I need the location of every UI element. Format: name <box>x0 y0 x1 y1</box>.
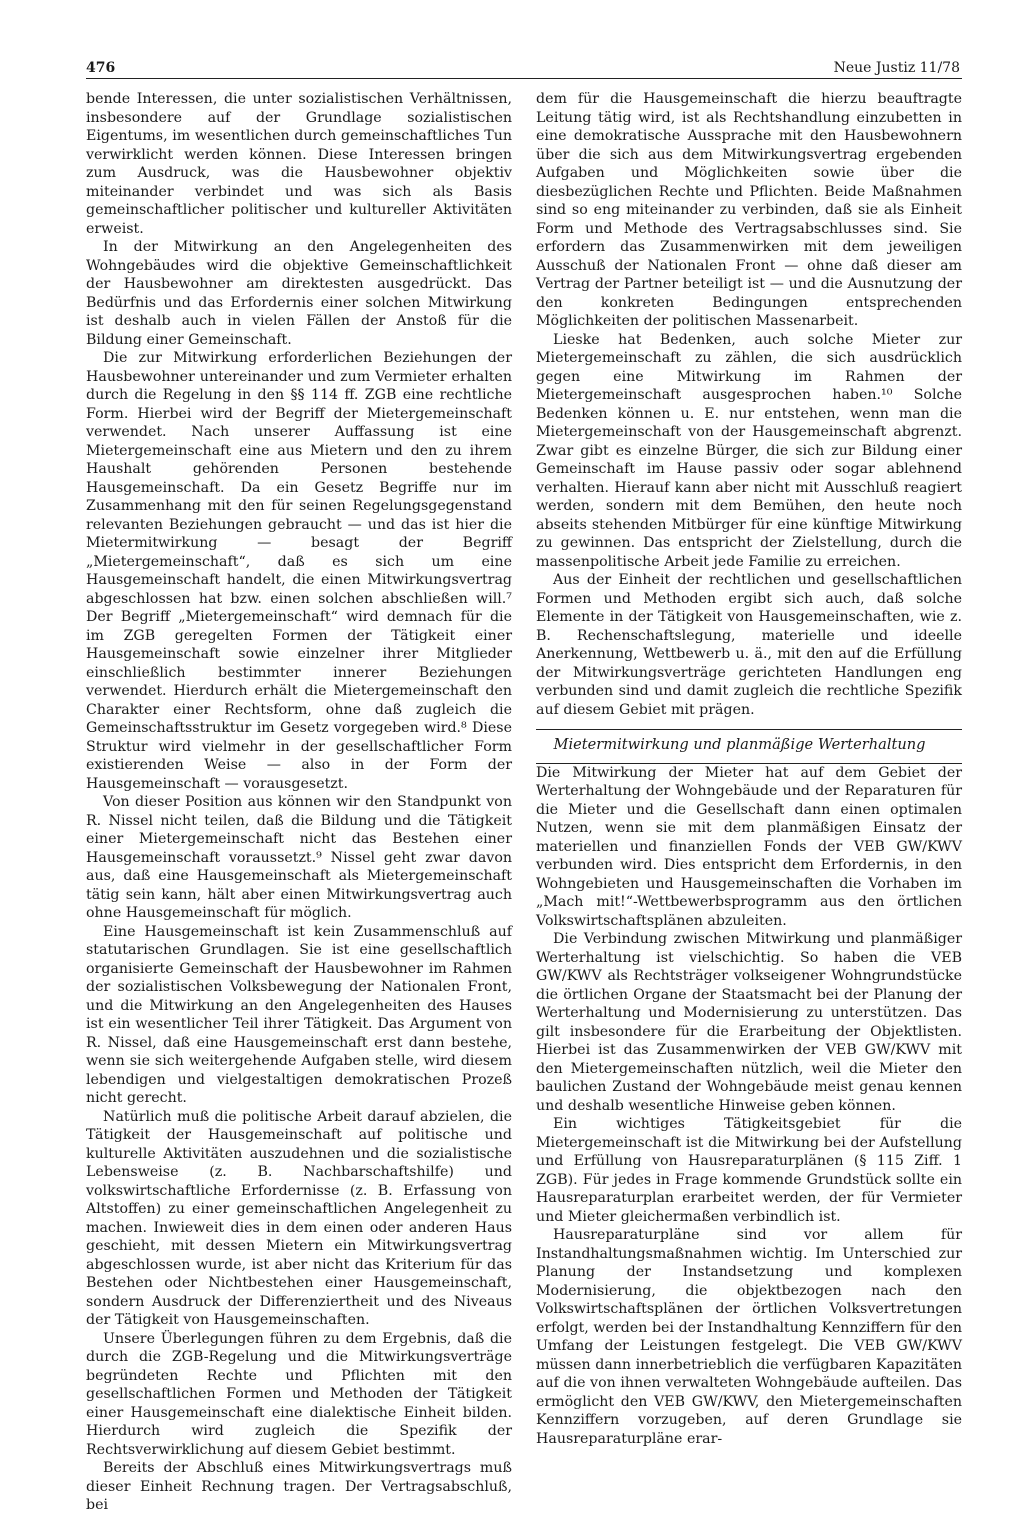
paragraph: Die Mitwirkung der Mieter hat auf dem Gebiet der Werterhaltung der Wohngebäude und der Reparaturen für die Mieter und die Gesellschaft dann einen optimalen Nutzen, wenn sie mit dem planmäßigen Einsatz der materiellen und finanziellen Fonds der VEB GW/KWV verbunden wird. Dies entspricht dem Erfordernis, in den Wohngebieten und Hausgemeinschaften die Vorhaben im „Mach mit!“-Wettbewerbsprogramm aus den örtlichen Volkswirtschaftsplänen abzuleiten. <box>536 764 962 929</box>
paragraph: Lieske hat Bedenken, auch solche Mieter zur Mietergemeinschaft zu zählen, die sich ausdrücklich gegen eine Mitwirkung im Rahmen der Mietergemeinschaft ausgesprochen haben.¹⁰ Solche Bedenken können u. E. nur entstehen, wenn man die Mietergemeinschaft von der Hausgemeinschaft abgrenzt. Zwar gibt es einzelne Bürger, die sich zur Bildung einer Gemeinschaft im Hause passiv oder sogar ablehnend verhalten. Hierauf kann aber nicht mit Ausschluß reagiert werden, sondern mit dem Bemühen, den heute noch abseits stehenden Mitbürger für eine künftige Mitwirkung zu gewinnen. Das entspricht der Zielstellung, durch die massenpolitische Arbeit jede Familie zu erreichen. <box>536 331 962 570</box>
right-column <box>536 90 962 1448</box>
page-number: 476 <box>86 60 116 76</box>
paragraph: Von dieser Position aus können wir den Standpunkt von R. Nissel nicht teilen, daß die Bildung und die Tätigkeit einer Mietergemeinschaft nicht das Bestehen einer Hausgemeinschaft voraussetzt.⁹ Nissel geht zwar davon aus, daß eine Hausgemeinschaft als Mietergemeinschaft tätig sein kann, hält aber einen Mitwirkungsvertrag auch ohne Hausgemeinschaft für möglich. <box>86 794 512 921</box>
header-rule <box>86 78 962 79</box>
paragraph: Die zur Mitwirkung erforderlichen Beziehungen der Hausbewohner untereinander und zum Vermieter erhalten durch die Regelung in den §§ 114 ff. ZGB eine rechtliche Form. Hierbei wird der Begriff der Mietergemeinschaft verwendet. Nach unserer Auffassung ist eine Mietergemeinschaft eine aus Mietern und den zu ihrem Haushalt gehörenden Personen bestehende Hausgemeinschaft. Da ein Gesetz Begriffe nur im Zusammenhang mit den für seinen Regelungsgegenstand relevanten Beziehungen gebraucht — und das ist hier die Mietermitwirkung — besagt der Begriff „Mietergemeinschaft“, daß es sich um eine Hausgemeinschaft handelt, die einen Mitwirkungsvertrag abgeschlossen hat bzw. einen solchen abschließen will.⁷ Der Begriff „Mietergemeinschaft“ wird demnach für die im ZGB geregelten Formen der Tätigkeit einer Hausgemeinschaft sowie einzelner ihrer Mitglieder einschließlich bestimmter innerer Beziehungen verwendet. Hierdurch erhält die Mietergemeinschaft den Charakter einer Rechtsform, ohne daß zugleich die Gemeinschaftsstruktur im Gesetz vorgegeben wird.⁸ Diese Struktur wird vielmehr in der gesellschaftlicher Form existierenden Weise — also in der Form der Hausgemeinschaft — vorausgesetzt. <box>86 350 512 792</box>
paragraph: Hausreparaturpläne sind vor allem für Instandhaltungsmaßnahmen wichtig. Im Unterschied zur Planung der Instandsetzung und komplexen Modernisierung, die objektbezogen nach den Volkswirtschaftsplänen der örtlichen Volksvertretungen erfolgt, werden bei der Instandhaltung Kennziffern für den Umfang der Leistungen festgelegt. Die VEB GW/KWV müssen dann innerbetrieblich die verfügbaren Kapazitäten auf die von ihnen verwalteten Wohngebäude aufteilen. Das ermöglicht den VEB GW/KWV, den Mietergemeinschaften Kennziffern vorzugeben, auf deren Grundlage sie Hausreparaturpläne erar- <box>536 1227 962 1447</box>
section-divider <box>536 729 962 730</box>
left-column <box>86 90 512 1515</box>
paragraph: Bereits der Abschluß eines Mitwirkungsvertrags muß dieser Einheit Rechnung tragen. Der Vertragsabschluß, bei <box>86 1460 512 1513</box>
paragraph: Unsere Überlegungen führen zu dem Ergebnis, daß die durch die ZGB-Regelung und die Mitwirkungsverträge begründeten Rechte und Pflichten mit den gesellschaftlichen Formen und Methoden der Tätigkeit einer Hausgemeinschaft eine dialektische Einheit bilden. Hierdurch wird zugleich die Spezifik der Rechtsverwirklichung auf diesem Gebiet bestimmt. <box>86 1330 512 1458</box>
paragraph: Natürlich muß die politische Arbeit darauf abzielen, die Tätigkeit der Hausgemeinschaft auf politische und kulturelle Aktivitäten auszudehnen und die sozialistische Lebensweise (z. B. Nachbarschaftshilfe) und volkswirtschaftliche Erfordernisse (z. B. Erfassung von Altstoffen) zu einer gemeinschaftlichen Angelegenheit zu machen. Inwieweit dies in dem einen oder anderen Haus geschieht, mit dessen Mietern ein Mitwirkungsvertrag abgeschlossen wurde, ist aber nicht das Kriterium für das Bestehen oder Nichtbestehen einer Hausgemeinschaft, sondern Ausdruck der Differenziertheit und des Niveaus der Tätigkeit von Hausgemeinschaften. <box>86 1108 512 1328</box>
paragraph: Aus der Einheit der rechtlichen und gesellschaftlichen Formen und Methoden ergibt sich auch, daß solche Elemente in der Tätigkeit von Hausgemeinschaften, wie z. B. Rechenschaftslegung, materielle und ideelle Anerkennung, Wettbewerb u. ä., mit den auf die Erfüllung der Mitwirkungsverträge gerichteten Handlungen eng verbunden sind und damit zugleich die rechtliche Spezifik auf diesem Gebiet mit prägen. <box>536 572 962 718</box>
paragraph: In der Mitwirkung an den Angelegenheiten des Wohngebäudes wird die objektive Gemeinschaftlichkeit der Hausbewohner am direktesten ausgedrückt. Das Bedürfnis und das Erfordernis einer solchen Mitwirkung ist deshalb auch in vielen Fällen der Anstoß für die Bildung einer Gemeinschaft. <box>86 239 512 348</box>
journal-issue: Neue Justiz 11/78 <box>833 60 960 76</box>
paragraph: Ein wichtiges Tätigkeitsgebiet für die Mietergemeinschaft ist die Mitwirkung bei der Aufstellung und Erfüllung von Hausreparaturplänen (§ 115 Ziff. 1 ZGB). Für jedes in Frage kommende Grundstück sollte ein Hausreparaturplan erarbeitet werden, der für Vermieter und Mieter gleichermaßen verbindlich ist. <box>536 1116 962 1225</box>
paragraph: Die Verbindung zwischen Mitwirkung und planmäßiger Werterhaltung ist vielschichtig. So haben die VEB GW/KWV als Rechtsträger volkseigener Wohngrundstücke die örtlichen Organe der Staatsmacht bei der Planung der Werterhaltung und Modernisierung zu unterstützen. Das gilt insbesondere für die Erarbeitung der Objektlisten. Hierbei ist das Zusammenwirken der VEB GW/KWV mit den Mietergemeinschaften nützlich, weil die Mieter den baulichen Zustand der Wohngebäude meist genau kennen und deshalb wesentliche Hinweise geben können. <box>536 931 962 1114</box>
paragraph: dem für die Hausgemeinschaft die hierzu beauftragte Leitung tätig wird, ist als Rechtshandlung einzubetten in eine demokratische Aussprache mit den Hausbewohnern über die sich aus dem Mitwirkungsvertrag ergebenden Aufgaben und Möglichkeiten sowie über die diesbezüglichen Rechte und Pflichten. Beide Maßnahmen sind so eng miteinander zu verbinden, daß sie als Einheit Form und Methode des Vertragsabschlusses sind. Sie erfordern das Zusammenwirken mit dem jeweiligen Ausschuß der Nationalen Front — ohne daß dieser am Vertrag der Partner beteiligt ist — und die Ausnutzung der den konkreten Bedingungen entsprechenden Möglichkeiten der politischen Massenarbeit. <box>536 91 962 329</box>
paragraph: Eine Hausgemeinschaft ist kein Zusammenschluß auf statutarischen Grundlagen. Sie ist eine gesellschaftlich organisierte Gemeinschaft der Hausbewohner im Rahmen der sozialistischen Volksbewegung der Nationalen Front, und die Mitwirkung an den Angelegenheiten des Hauses ist ein wesentlicher Teil ihrer Tätigkeit. Das Argument von R. Nissel, daß eine Hausgemeinschaft erst dann bestehe, wenn sie sich weitergehende Aufgaben stelle, wird diesem lebendigen und vielgestaltigen demokratischen Prozeß nicht gerecht. <box>86 923 512 1106</box>
paragraph: bende Interessen, die unter sozialistischen Verhältnissen, insbesondere auf der Grundlage sozialistischen Eigentums, im wesentlichen durch gemeinschaftliches Tun verwirklicht werden können. Diese Interessen bringen zum Ausdruck, was die Hausbewohner objektiv miteinander verbindet und was sich als Basis gemeinschaftlicher politischer und kultureller Aktivitäten erweist. <box>86 91 512 237</box>
section-heading: Mietermitwirkung und planmäßige Werterhaltung <box>536 736 962 764</box>
